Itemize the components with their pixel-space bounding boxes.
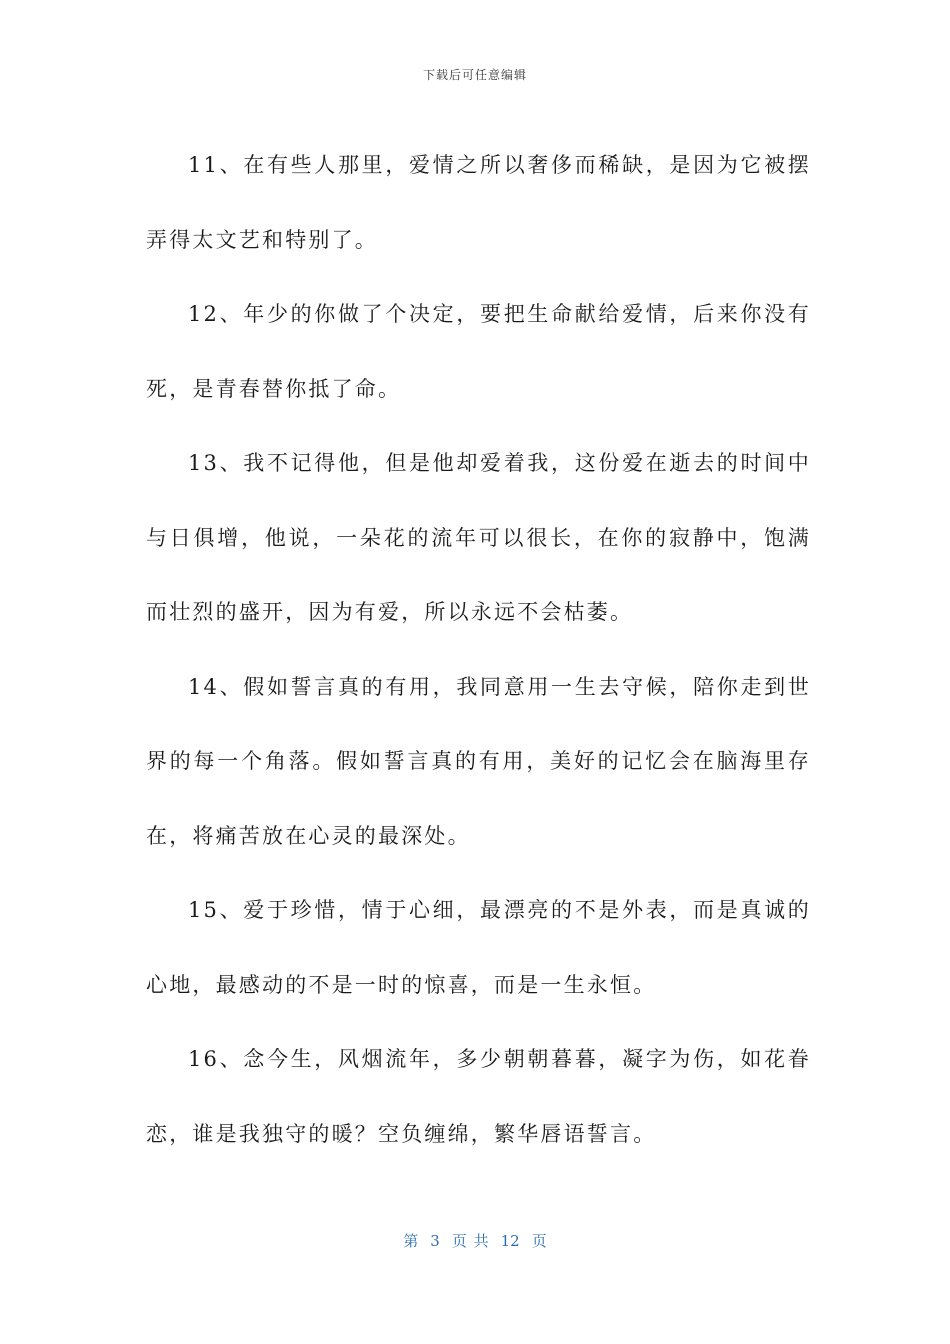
footer-suffix: 页 [531, 1232, 547, 1250]
footer-prefix: 第 [403, 1232, 419, 1250]
page-footer [0, 1230, 950, 1251]
paragraph-12: 12、年少的你做了个决定，要把生命献给爱情，后来你没有死，是青春替你抵了命。 [146, 302, 811, 401]
paragraph-16: 16、念今生，风烟流年，多少朝朝暮暮，凝字为伤，如花眷恋，谁是我独守的暖？空负缠绵，繁华唇语誓言。 [146, 1047, 811, 1146]
footer-total-pages: 12 [500, 1232, 520, 1250]
footer-current-page: 3 [430, 1232, 440, 1250]
document-body [146, 128, 811, 1171]
paragraph-13: 13、我不记得他，但是他却爱着我，这份爱在逝去的时间中与日俱增，他说，一朵花的流年可以很长，在你的寂静中，饱满而壮烈的盛开，因为有爱，所以永远不会枯萎。 [146, 451, 811, 624]
page-header: 下载后可任意编辑 [422, 68, 527, 82]
paragraph-15: 15、爱于珍惜，情于心细，最漂亮的不是外表，而是真诚的心地，最感动的不是一时的惊喜，而是一生永恒。 [146, 898, 811, 997]
footer-middle: 页 共 [451, 1232, 489, 1250]
paragraph-11: 11、在有些人那里，爱情之所以奢侈而稀缺，是因为它被摆弄得太文艺和特别了。 [146, 153, 811, 252]
paragraph-14: 14、假如誓言真的有用，我同意用一生去守候，陪你走到世界的每一个角落。假如誓言真的有用，美好的记忆会在脑海里存在，将痛苦放在心灵的最深处。 [146, 674, 811, 848]
